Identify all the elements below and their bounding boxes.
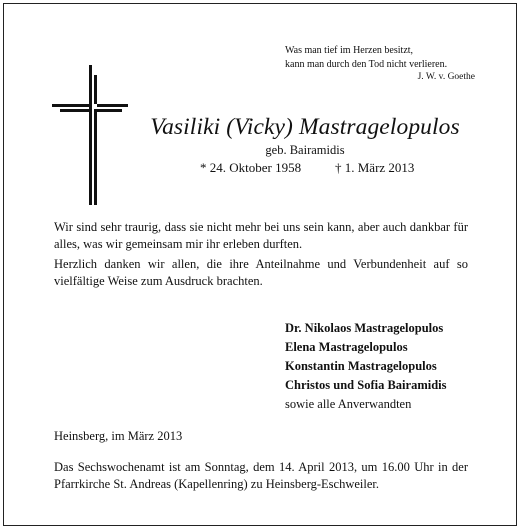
quote-line-2: kann man durch den Tod nicht verlieren.	[285, 58, 448, 70]
goethe-quote	[285, 44, 475, 85]
sadness-paragraph: Wir sind sehr traurig, dass sie nicht mehr bei uns sein kann, aber auch dankbar für alles, was wir gemeinsam mir ihr erleben durften.	[54, 220, 468, 251]
family-member: Christos und Sofia Bairamidis	[285, 378, 447, 392]
service-paragraph: Das Sechswochenamt ist am Sonntag, dem 14. April 2013, um 16.00 Uhr in der Pfarrkirche St. Andreas (Kapellenring) zu Heinsberg-Eschweiler.	[54, 460, 468, 491]
family-member: Dr. Nikolaos Mastragelopulos	[285, 321, 444, 335]
family-signatures	[285, 319, 447, 414]
death-date: † 1. März 2013	[335, 160, 415, 175]
place-date: Heinsberg, im März 2013	[54, 429, 183, 443]
family-member: Konstantin Mastragelopulos	[285, 359, 437, 373]
cross-icon	[52, 65, 128, 205]
deceased-name: Vasiliki (Vicky) Mastragelopulos	[150, 114, 460, 140]
family-member: Elena Mastragelopulos	[285, 340, 408, 354]
birth-date: * 24. Oktober 1958	[200, 160, 302, 175]
quote-line-1: Was man tief im Herzen besitzt,	[285, 45, 414, 56]
other-relatives: sowie alle Anverwandten	[285, 397, 412, 411]
quote-author: J. W. v. Goethe	[417, 72, 475, 82]
thanks-paragraph: Herzlich danken wir allen, die ihre Anteilnahme und Verbundenheit auf so vielfältige Weise zum Ausdruck brachten.	[54, 257, 468, 288]
maiden-name: geb. Bairamidis	[265, 143, 345, 157]
